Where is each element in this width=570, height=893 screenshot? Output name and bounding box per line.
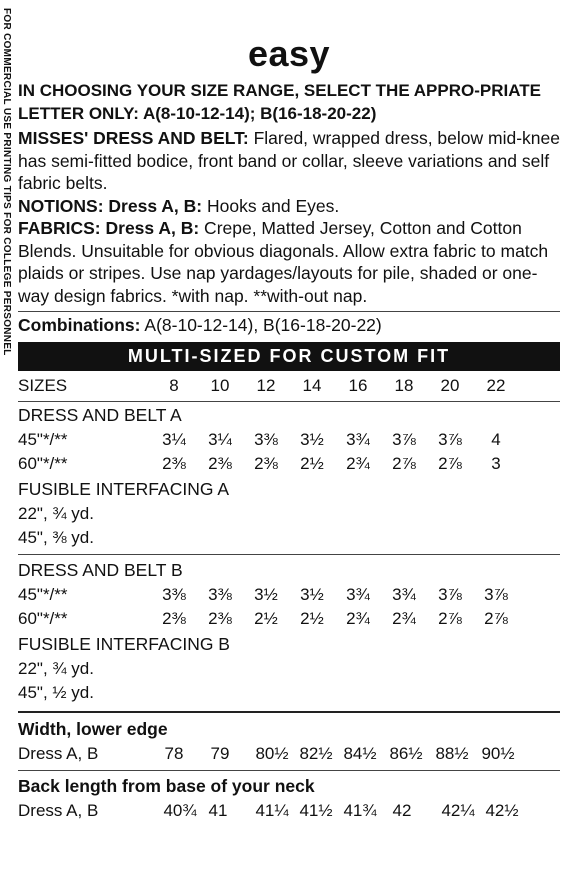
fabric-width-label: 45"*/** <box>18 585 68 604</box>
width-cell: 80½ <box>255 744 289 763</box>
yardage-cell: 2⅜ <box>254 454 278 473</box>
sizes-label: SIZES <box>18 376 68 395</box>
back-length-cell: 42 <box>392 801 412 820</box>
yardage-cell: 2⅞ <box>484 609 508 628</box>
yardage-cell: 3¾ <box>346 430 370 449</box>
yardage-cell: 3¼ <box>162 430 186 449</box>
yardage-cell: 3¾ <box>392 585 416 604</box>
interfacing-b-heading: FUSIBLE INTERFACING B <box>18 634 230 654</box>
yardage-cell: 3⅞ <box>438 430 462 449</box>
notions-paragraph <box>18 195 560 218</box>
yardage-cell: 3½ <box>254 585 278 604</box>
interfacing-value: 45", ½ yd. <box>18 683 94 702</box>
size-cell: 10 <box>210 376 230 395</box>
multi-sized-band: MULTI-SIZED FOR CUSTOM FIT <box>18 342 560 371</box>
sizes-row <box>18 374 560 398</box>
width-row-label: Dress A, B <box>18 744 99 763</box>
yardage-cell: 3½ <box>300 430 324 449</box>
fabric-width-label: 60"*/** <box>18 609 68 628</box>
size-cell: 20 <box>440 376 460 395</box>
yardage-row <box>18 452 560 476</box>
interfacing-value: 22", ¾ yd. <box>18 504 94 523</box>
back-length-cell: 41¾ <box>343 801 377 820</box>
divider <box>18 311 560 312</box>
fabrics-paragraph <box>18 217 560 307</box>
back-length-cell: 40¾ <box>163 801 197 820</box>
side-margin-text: FOR COMMERCIAL USE PRINTING TIPS FOR COLLEGE PERSONNEL <box>1 8 12 356</box>
dress-belt-a-heading: DRESS AND BELT A <box>18 405 182 425</box>
yardage-cell: 2¾ <box>346 454 370 473</box>
dress-belt-b-heading: DRESS AND BELT B <box>18 560 183 580</box>
width-cell: 79 <box>210 744 230 763</box>
pattern-envelope-back <box>18 0 560 823</box>
yardage-row <box>18 583 560 607</box>
yardage-cell: 2¾ <box>392 609 416 628</box>
yardage-row <box>18 428 560 452</box>
back-length-cell: 41½ <box>299 801 333 820</box>
fabrics-label: FABRICS: Dress A, B: <box>18 218 200 238</box>
yardage-cell: 3½ <box>300 585 324 604</box>
yardage-cell: 2⅞ <box>438 609 462 628</box>
width-cell: 78 <box>164 744 184 763</box>
width-cell: 90½ <box>481 744 515 763</box>
yardage-cell: 2⅜ <box>208 454 232 473</box>
yardage-cell: 3⅜ <box>162 585 186 604</box>
yardage-cell: 3⅜ <box>208 585 232 604</box>
yardage-cell: 3⅜ <box>254 430 278 449</box>
divider <box>18 770 560 771</box>
description-paragraph <box>18 127 560 195</box>
size-cell: 22 <box>486 376 506 395</box>
combinations-text: A(8-10-12-14), B(16-18-20-22) <box>140 315 382 335</box>
page-title: easy <box>247 33 331 74</box>
notions-label: NOTIONS: Dress A, B: <box>18 195 203 216</box>
interfacing-row <box>18 657 560 681</box>
yardage-row <box>18 607 560 631</box>
back-length-cell: 42¼ <box>441 801 475 820</box>
yardage-cell: 2½ <box>300 609 324 628</box>
yardage-cell: 2¾ <box>346 609 370 628</box>
size-cell: 12 <box>256 376 276 395</box>
size-cell: 18 <box>394 376 414 395</box>
interfacing-row <box>18 502 560 526</box>
divider <box>18 711 560 713</box>
divider <box>18 554 560 555</box>
width-row <box>18 742 560 766</box>
fabric-width-label: 60"*/** <box>18 454 68 473</box>
back-length-cell: 42½ <box>485 801 519 820</box>
combinations-line <box>18 314 560 338</box>
yardage-cell: 3⅞ <box>392 430 416 449</box>
back-length-row <box>18 799 560 823</box>
yardage-cell: 4 <box>491 430 501 449</box>
yardage-cell: 2⅜ <box>162 454 186 473</box>
yardage-cell: 2⅜ <box>162 609 186 628</box>
interfacing-value: 45", ⅜ yd. <box>18 528 94 547</box>
interfacing-a-heading: FUSIBLE INTERFACING A <box>18 479 230 499</box>
yardage-cell: 3 <box>491 454 501 473</box>
description-text: Flared, wrapped dress, below mid-knee has semi-fitted bodice, front band or collar, sleeve variations and self fabric belts. <box>18 128 560 193</box>
width-heading: Width, lower edge <box>18 719 168 739</box>
yardage-cell: 3¾ <box>346 585 370 604</box>
yardage-cell: 2½ <box>300 454 324 473</box>
notions-text: Hooks and Eyes. <box>202 195 340 216</box>
width-cell: 86½ <box>389 744 423 763</box>
interfacing-row <box>18 526 560 550</box>
back-length-cell: 41¼ <box>255 801 289 820</box>
fabric-width-label: 45"*/** <box>18 430 68 449</box>
width-cell: 88½ <box>435 744 469 763</box>
size-cell: 16 <box>348 376 368 395</box>
size-cell: 8 <box>169 376 179 395</box>
interfacing-value: 22", ¾ yd. <box>18 659 94 678</box>
yardage-cell: 3⅞ <box>484 585 508 604</box>
width-cell: 84½ <box>343 744 377 763</box>
yardage-cell: 2⅞ <box>392 454 416 473</box>
yardage-cell: 2⅞ <box>438 454 462 473</box>
yardage-cell: 3¼ <box>208 430 232 449</box>
back-length-row-label: Dress A, B <box>18 801 99 820</box>
combinations-label: Combinations: <box>18 315 141 335</box>
yardage-cell: 2½ <box>254 609 278 628</box>
description-label: MISSES' DRESS AND BELT: <box>18 128 249 148</box>
yardage-cell: 3⅞ <box>438 585 462 604</box>
back-length-heading: Back length from base of your neck <box>18 776 315 796</box>
size-cell: 14 <box>302 376 322 395</box>
yardage-cell: 2⅜ <box>208 609 232 628</box>
interfacing-row <box>18 681 560 705</box>
size-range-note: IN CHOOSING YOUR SIZE RANGE, SELECT THE APPRO-PRIATE LETTER ONLY: A(8-10-12-14); B(16-18-20-22) <box>18 81 541 123</box>
back-length-cell: 41 <box>208 801 228 820</box>
width-cell: 82½ <box>299 744 333 763</box>
fabrics-text: Crepe, Matted Jersey, Cotton and Cotton Blends. Unsuitable for obvious diagonals. Allow extra fabric to match plaids or stripes. Use nap yardages/layouts for pile, shaded or one-way design fabrics. *with nap. **with-out nap. <box>18 218 549 306</box>
